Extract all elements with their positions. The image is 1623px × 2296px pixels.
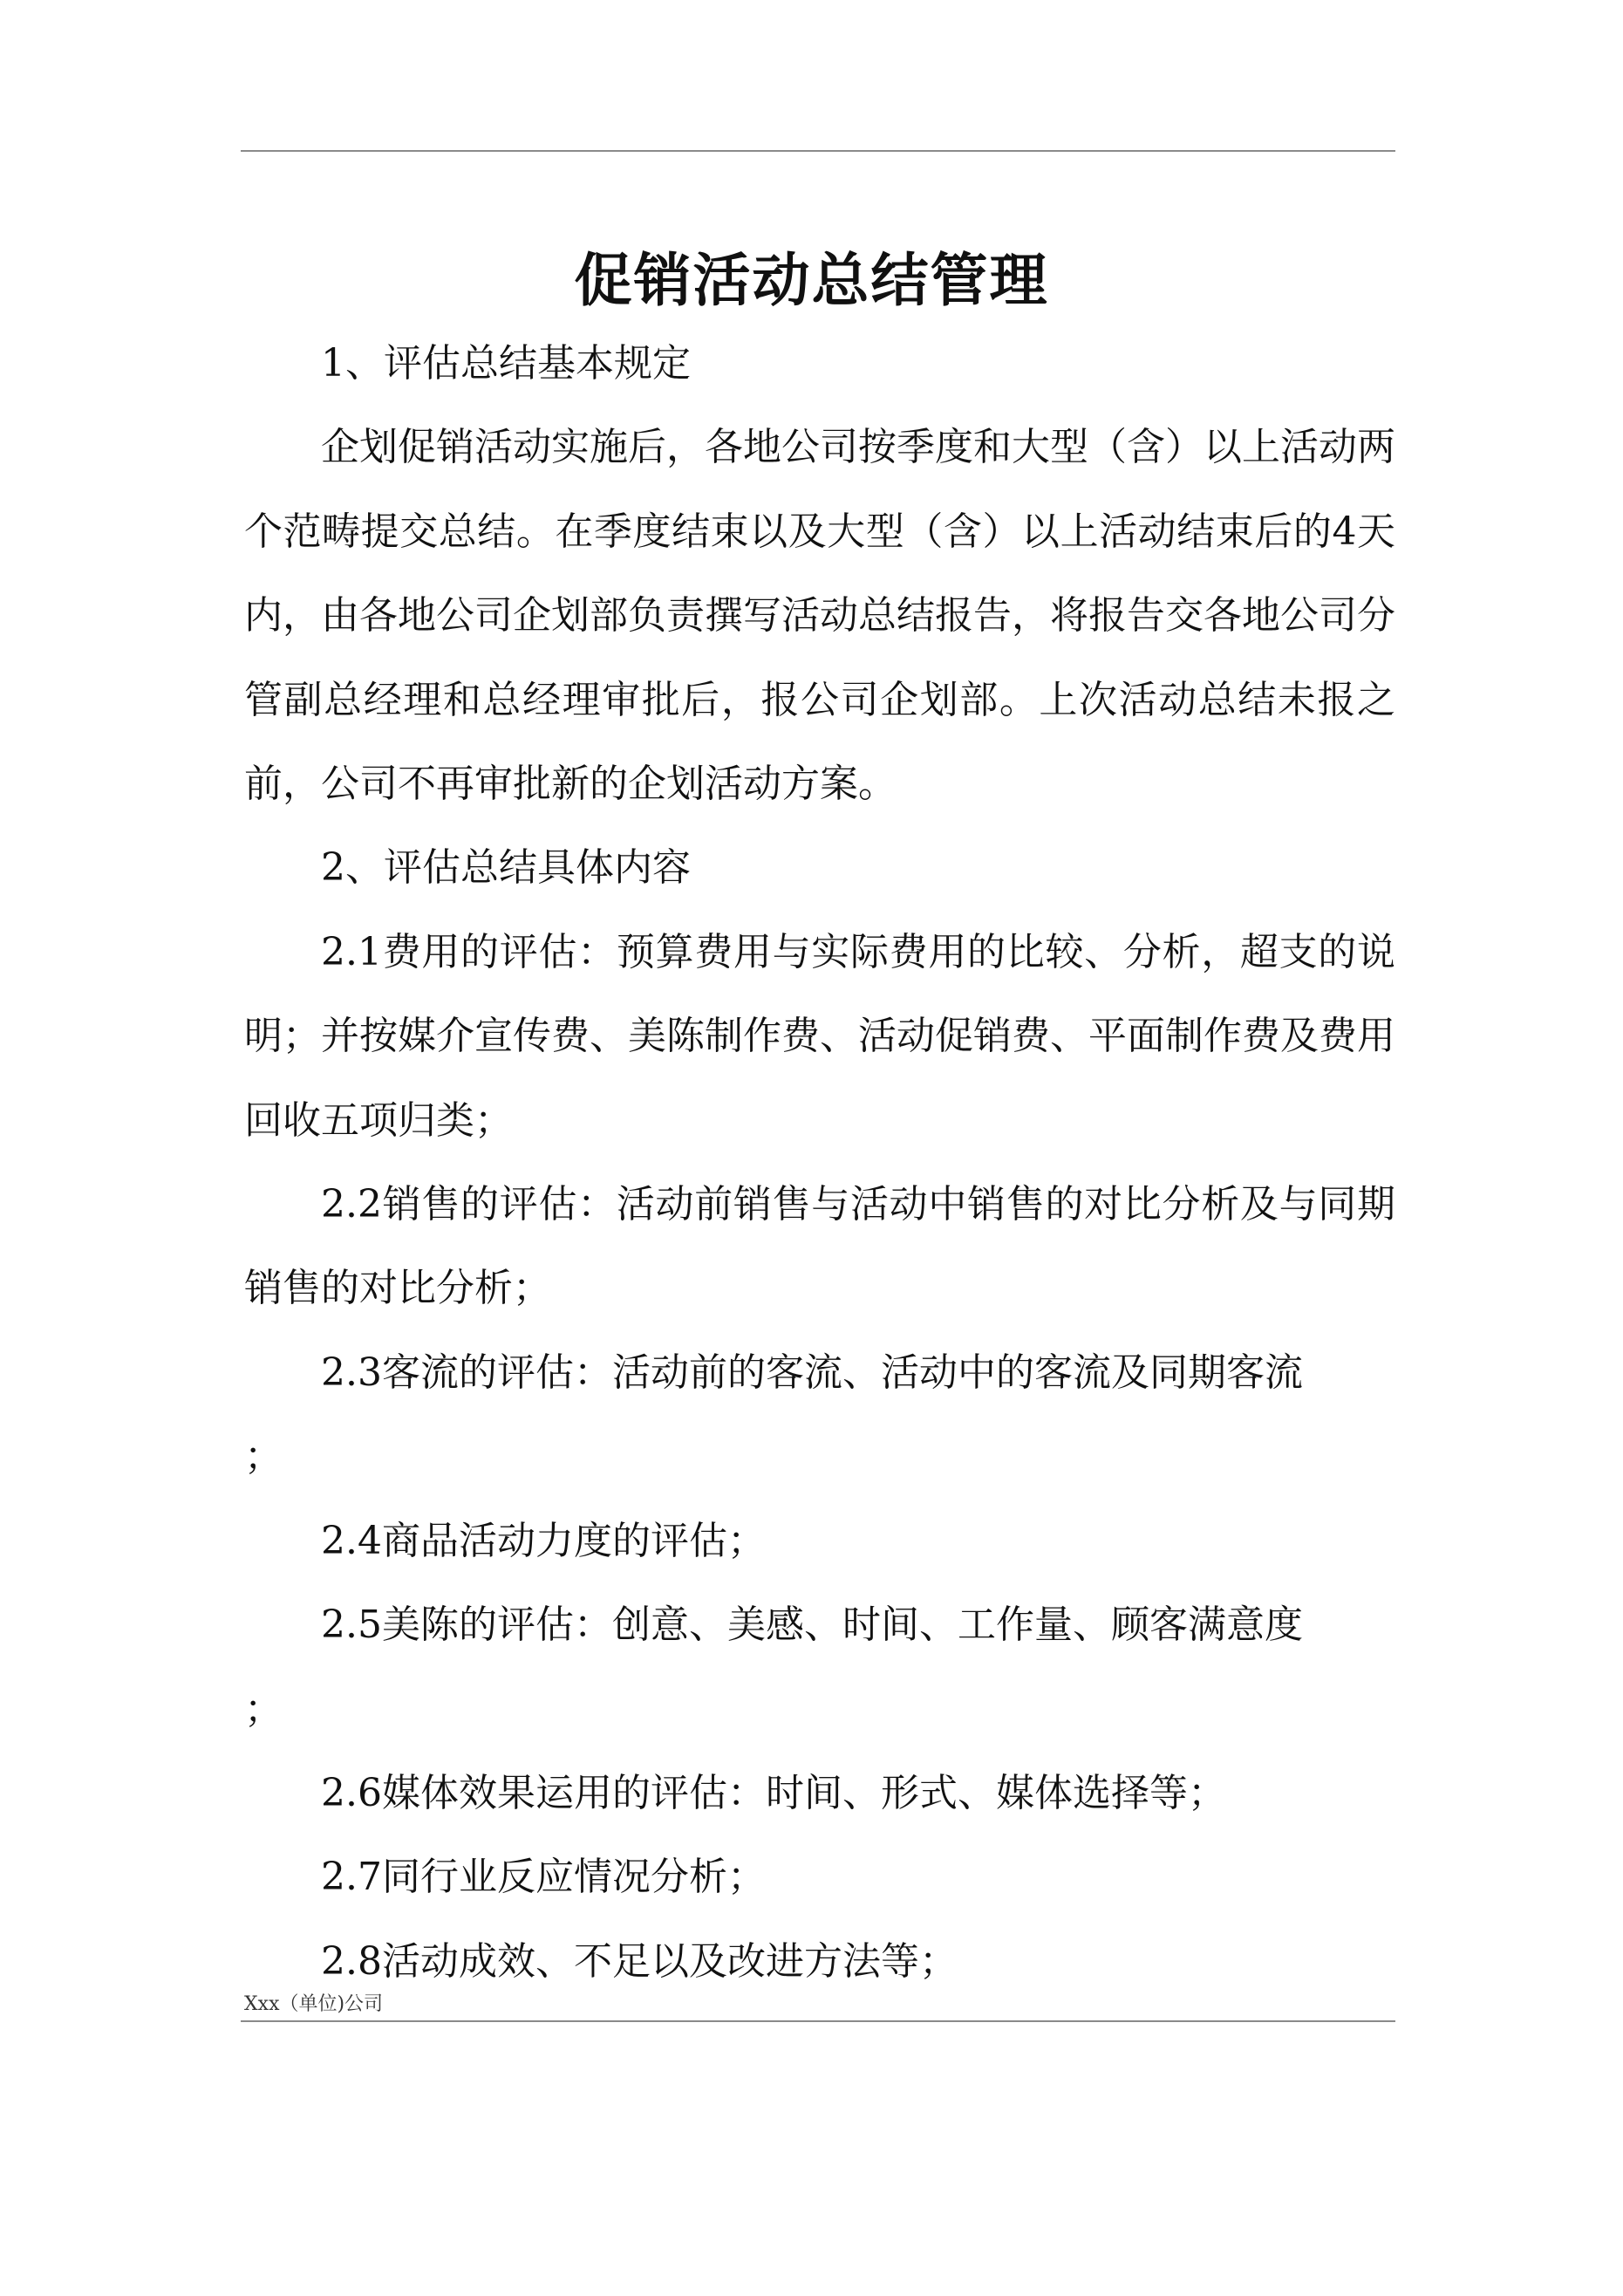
section-heading-1: 1、评估总结基本规定 <box>321 341 691 386</box>
footer-company: Xxx（单位)公司 <box>244 1993 384 2015</box>
header-rule <box>241 150 1395 152</box>
item-2-4: 2.4商品活动力度的评估； <box>321 1518 766 1563</box>
item-2-3-continuation: ； <box>244 1434 283 1479</box>
document-body <box>244 322 1395 2004</box>
item-2-5-continuation: ； <box>244 1686 283 1732</box>
item-2-3: 2.3客流的评估：活动前的客流、活动中的客流及同期客流 <box>321 1350 1303 1395</box>
paragraph-basic-rules: 企划促销活动实施后，各地公司按季度和大型（含）以上活动两个范畴提交总结。在季度结束以及大型（含）以上活动结束后的4天内，由各地公司企划部负责撰写活动总结报告，将报告交各地公司分管副总经理和总经理审批后，报公司企划部。上次活动总结未报之前，公司不再审批新的企划活动方案。 <box>244 425 1395 807</box>
footer-rule <box>241 2020 1395 2022</box>
document-title: 促销活动总结管理 <box>574 246 1049 315</box>
item-2-5: 2.5美陈的评估：创意、美感、时间、工作量、顾客满意度 <box>321 1602 1303 1648</box>
item-2-2: 2.2销售的评估：活动前销售与活动中销售的对比分析及与同期销售的对比分析； <box>244 1182 1395 1311</box>
item-2-8: 2.8活动成效、不足以及改进方法等； <box>321 1938 958 1984</box>
item-2-1: 2.1费用的评估：预算费用与实际费用的比较、分析，超支的说明；并按媒介宣传费、美陈制作费、活动促销费、平面制作费及费用回收五项归类； <box>244 929 1395 1143</box>
item-2-7: 2.7同行业反应情况分析； <box>321 1855 766 1900</box>
section-heading-2: 2、评估总结具体内容 <box>321 845 691 891</box>
item-2-6: 2.6媒体效果运用的评估：时间、形式、媒体选择等； <box>321 1770 1226 1815</box>
